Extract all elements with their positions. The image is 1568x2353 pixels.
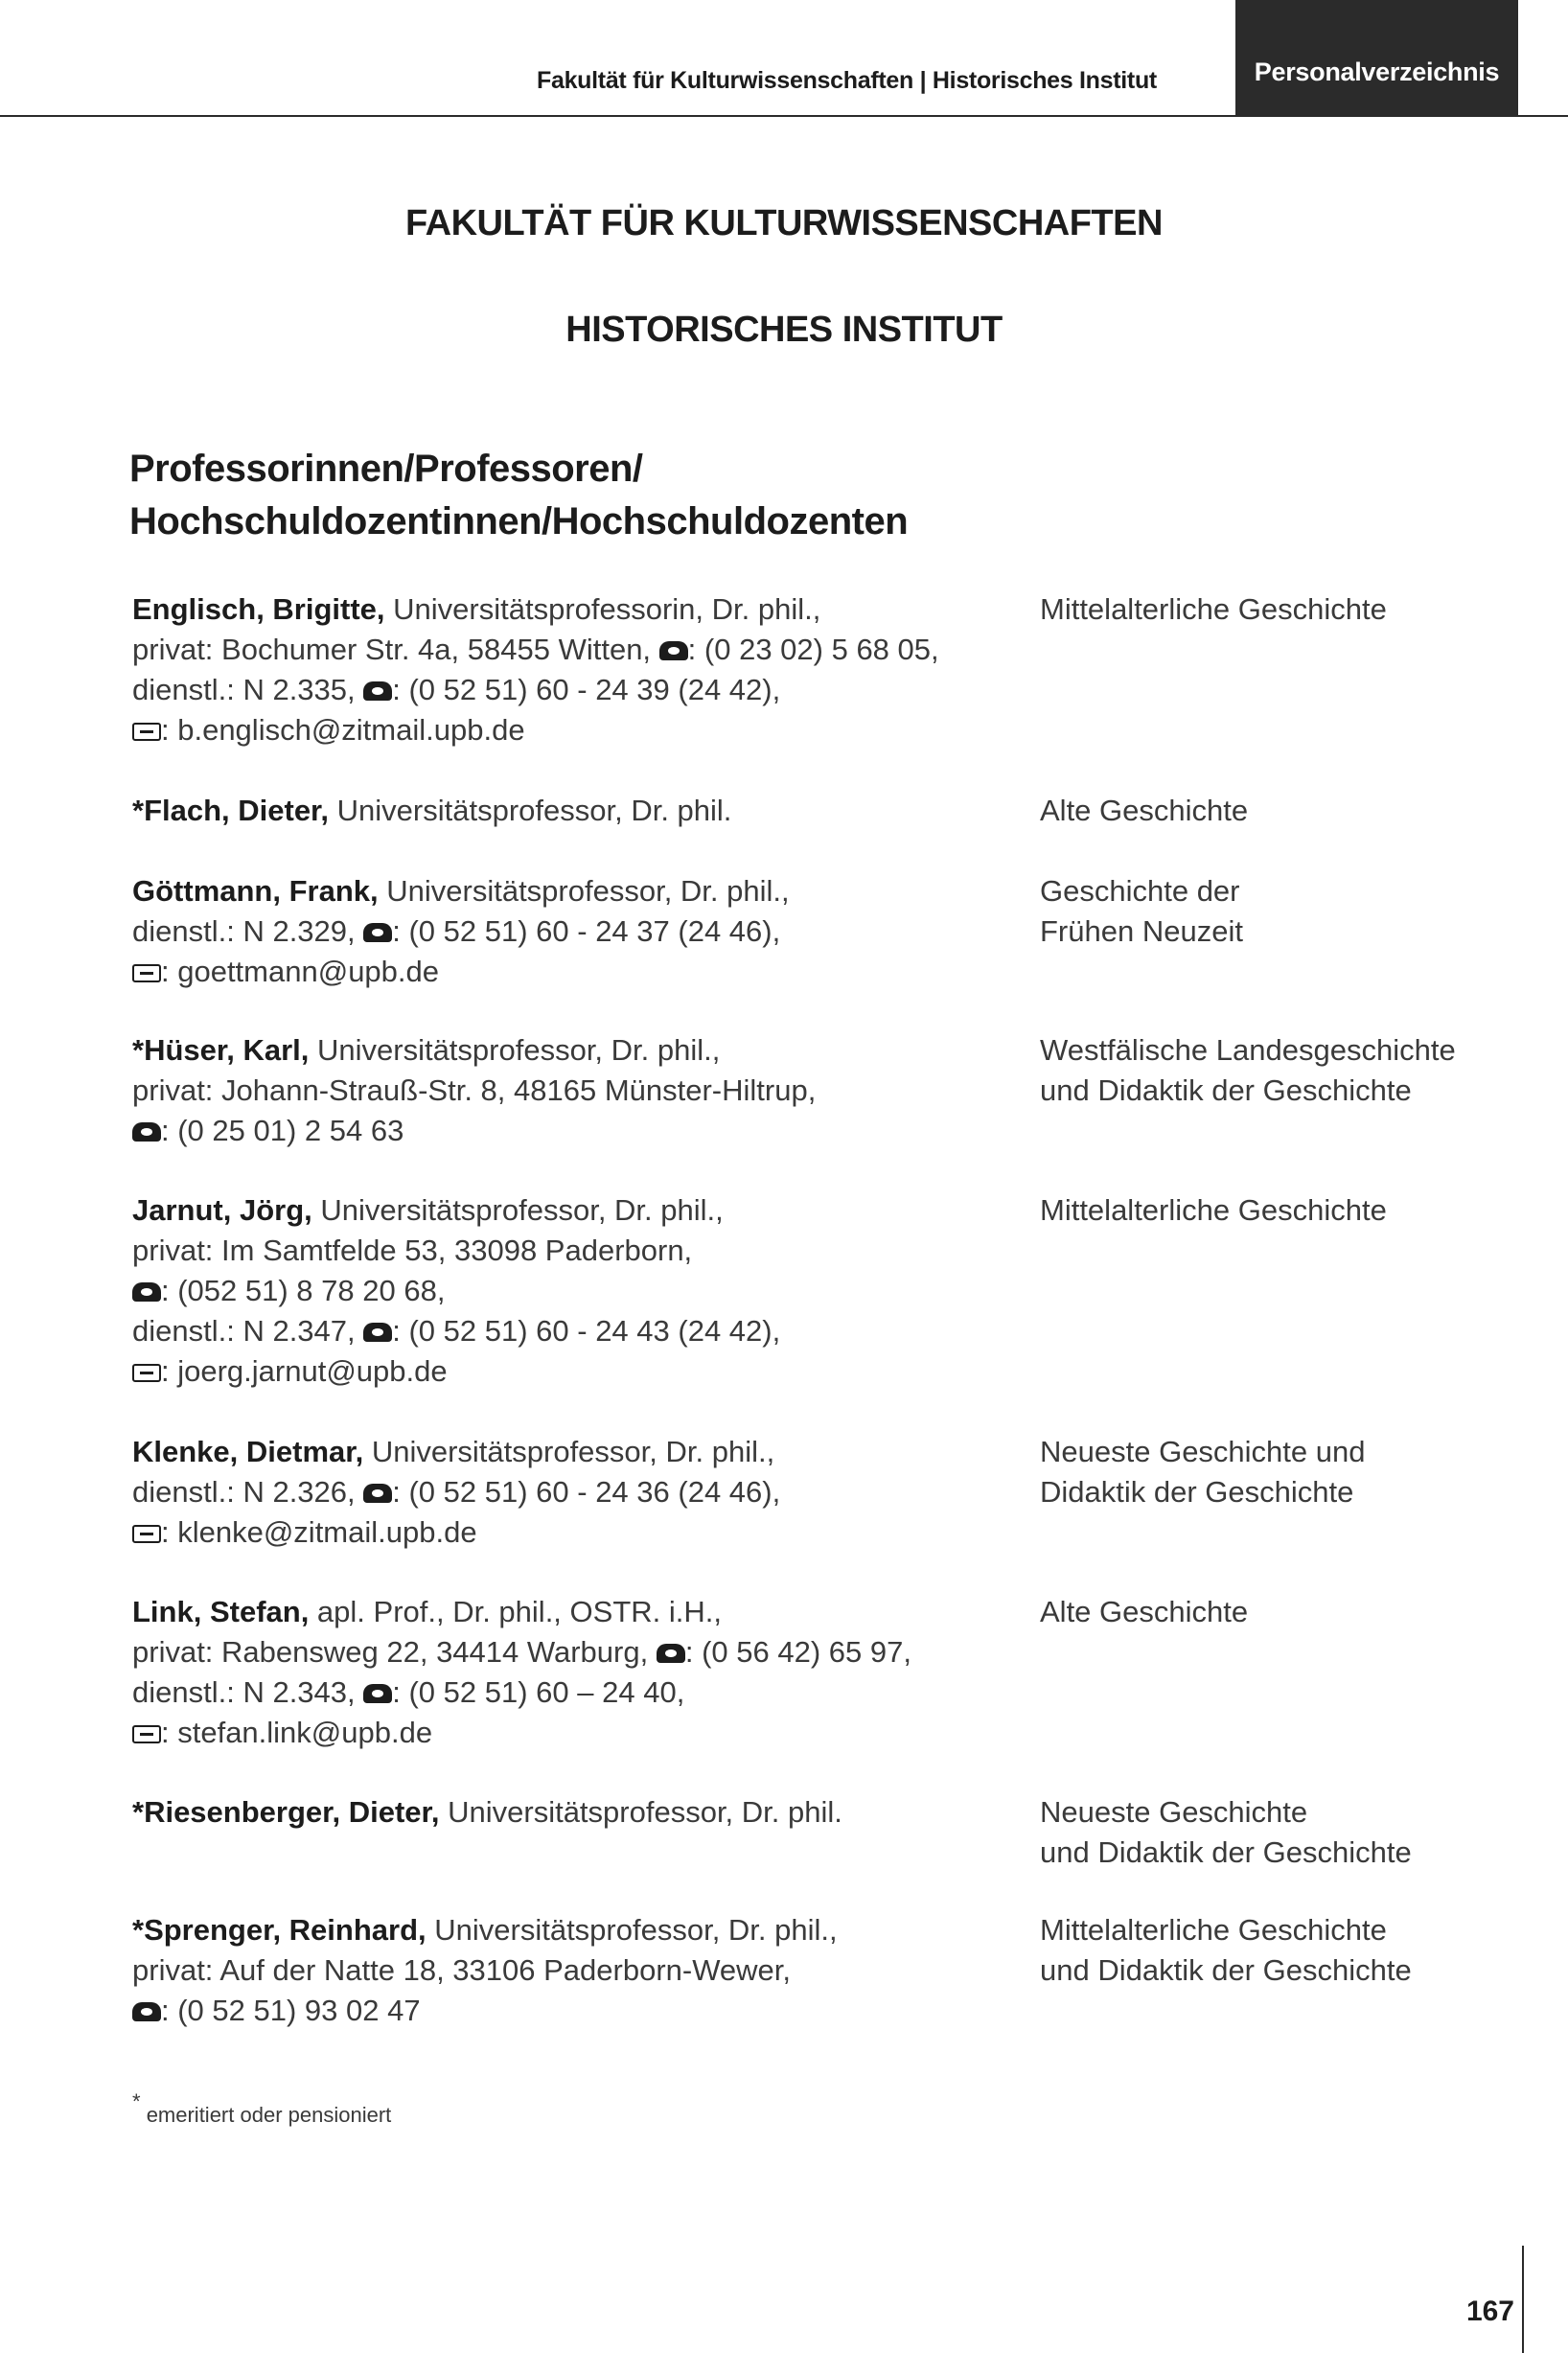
staff-entry xyxy=(132,1432,1014,1553)
staff-entry xyxy=(132,1910,1014,2031)
private-phone: : (0 56 42) 65 97, xyxy=(684,1635,911,1669)
staff-name: Englisch, Brigitte, xyxy=(132,592,385,626)
subject-line: Geschichte der xyxy=(1040,874,1240,908)
section-tab-label: Personalverzeichnis xyxy=(1254,58,1500,86)
staff-name: *Riesenberger, Dieter, xyxy=(132,1795,440,1829)
subject-line: Mittelalterliche Geschichte xyxy=(1040,1913,1387,1947)
subject-line: Neueste Geschichte und xyxy=(1040,1435,1366,1468)
telephone-icon xyxy=(132,1122,161,1142)
private-address: privat: Auf der Natte 18, 33106 Paderborn-Wewer, xyxy=(132,1953,791,1987)
page-number-rule xyxy=(1522,2246,1524,2353)
office-room: dienstl.: N 2.335, xyxy=(132,673,364,706)
staff-subject xyxy=(1040,1432,1538,1512)
email-icon xyxy=(132,1725,161,1743)
staff-name: Link, Stefan, xyxy=(132,1595,310,1628)
private-address: privat: Rabensweg 22, 34414 Warburg, xyxy=(132,1635,657,1669)
staff-entry xyxy=(132,589,1014,750)
subject-line: Neueste Geschichte xyxy=(1040,1795,1308,1829)
subject-line: Westfälische Landesgeschichte xyxy=(1040,1033,1456,1067)
office-room: dienstl.: N 2.329, xyxy=(132,914,364,948)
section-tab xyxy=(1235,0,1518,115)
staff-subject xyxy=(1040,1910,1538,1991)
institute-title: HISTORISCHES INSTITUT xyxy=(565,310,1003,350)
subject-line: Mittelalterliche Geschichte xyxy=(1040,592,1387,626)
header-breadcrumb: Fakultät für Kulturwissenschaften | Historisches Institut xyxy=(537,67,1157,94)
staff-subject xyxy=(1040,589,1538,630)
subject-line: und Didaktik der Geschichte xyxy=(1040,1835,1412,1869)
telephone-icon xyxy=(363,681,392,701)
private-address: privat: Im Samtfelde 53, 33098 Paderborn, xyxy=(132,1234,693,1267)
header-rule xyxy=(0,115,1568,117)
subject-line: Didaktik der Geschichte xyxy=(1040,1475,1354,1509)
staff-subject xyxy=(1040,1190,1538,1231)
staff-subject xyxy=(1040,1030,1538,1111)
private-phone: : (0 25 01) 2 54 63 xyxy=(161,1114,404,1147)
faculty-title: FAKULTÄT FÜR KULTURWISSENSCHAFTEN xyxy=(405,203,1163,243)
staff-title: Universitätsprofessor, Dr. phil. xyxy=(329,794,732,827)
private-address: privat: Johann-Strauß-Str. 8, 48165 Münster-Hiltrup, xyxy=(132,1073,817,1107)
subject-line: und Didaktik der Geschichte xyxy=(1040,1073,1412,1107)
private-address: privat: Bochumer Str. 4a, 58455 Witten, xyxy=(132,633,659,666)
staff-entry xyxy=(132,1592,1014,1753)
page-number: 167 xyxy=(1465,2295,1514,2327)
staff-name: Göttmann, Frank, xyxy=(132,874,379,908)
telephone-icon xyxy=(132,2002,161,2021)
office-phone: : (0 52 51) 60 - 24 37 (24 46), xyxy=(392,914,781,948)
office-room: dienstl.: N 2.326, xyxy=(132,1475,364,1509)
staff-title: Universitätsprofessor, Dr. phil., xyxy=(426,1913,838,1947)
private-phone: : (052 51) 8 78 20 68, xyxy=(161,1274,446,1307)
staff-entry xyxy=(132,791,1014,831)
email-address[interactable]: : b.englisch@zitmail.upb.de xyxy=(161,713,525,747)
subject-line: Frühen Neuzeit xyxy=(1040,914,1243,948)
staff-subject xyxy=(1040,871,1538,952)
staff-entry xyxy=(132,1792,1014,1833)
staff-name: *Sprenger, Reinhard, xyxy=(132,1913,427,1947)
email-icon xyxy=(132,1525,161,1543)
email-icon xyxy=(132,964,161,982)
staff-entry xyxy=(132,1190,1014,1392)
footnote-mark: * xyxy=(132,2089,141,2113)
staff-title: Universitätsprofessor, Dr. phil., xyxy=(363,1435,775,1468)
section-heading xyxy=(129,443,1184,548)
staff-name: *Hüser, Karl, xyxy=(132,1033,310,1067)
office-room: dienstl.: N 2.343, xyxy=(132,1675,364,1709)
subject-line: Alte Geschichte xyxy=(1040,794,1249,827)
email-icon xyxy=(132,723,161,741)
email-address[interactable]: : stefan.link@upb.de xyxy=(161,1716,433,1749)
staff-title: Universitätsprofessor, Dr. phil., xyxy=(378,874,790,908)
staff-subject xyxy=(1040,791,1538,831)
section-heading-line-2: Hochschuldozentinnen/Hochschuldozenten xyxy=(129,500,909,542)
office-phone: : (0 52 51) 60 - 24 39 (24 42), xyxy=(392,673,781,706)
email-address[interactable]: : klenke@zitmail.upb.de xyxy=(161,1515,477,1549)
staff-title: apl. Prof., Dr. phil., OSTR. i.H., xyxy=(309,1595,722,1628)
footnote xyxy=(132,2089,392,2128)
section-heading-line-1: Professorinnen/Professoren/ xyxy=(129,448,643,490)
telephone-icon xyxy=(363,1684,392,1703)
staff-title: Universitätsprofessor, Dr. phil., xyxy=(309,1033,721,1067)
office-phone: : (0 52 51) 60 - 24 36 (24 46), xyxy=(392,1475,781,1509)
staff-entry xyxy=(132,1030,1014,1151)
office-phone: : (0 52 51) 60 - 24 43 (24 42), xyxy=(392,1314,781,1348)
telephone-icon xyxy=(363,1323,392,1342)
email-address[interactable]: : joerg.jarnut@upb.de xyxy=(161,1354,448,1388)
private-phone: : (0 23 02) 5 68 05, xyxy=(687,633,939,666)
staff-name: Klenke, Dietmar, xyxy=(132,1435,364,1468)
staff-title: Universitätsprofessor, Dr. phil., xyxy=(311,1193,724,1227)
staff-title: Universitätsprofessorin, Dr. phil., xyxy=(384,592,821,626)
subject-line: Alte Geschichte xyxy=(1040,1595,1249,1628)
email-icon xyxy=(132,1364,161,1382)
subject-line: und Didaktik der Geschichte xyxy=(1040,1953,1412,1987)
staff-name: *Flach, Dieter, xyxy=(132,794,330,827)
footnote-text: emeritiert oder pensioniert xyxy=(146,2103,392,2127)
staff-subject xyxy=(1040,1792,1538,1873)
subject-line: Mittelalterliche Geschichte xyxy=(1040,1193,1387,1227)
staff-name: Jarnut, Jörg, xyxy=(132,1193,312,1227)
staff-entry xyxy=(132,871,1014,992)
staff-title: Universitätsprofessor, Dr. phil. xyxy=(439,1795,842,1829)
office-room: dienstl.: N 2.347, xyxy=(132,1314,364,1348)
office-phone: : (0 52 51) 60 – 24 40, xyxy=(392,1675,685,1709)
telephone-icon xyxy=(657,1644,685,1663)
staff-subject xyxy=(1040,1592,1538,1632)
email-address[interactable]: : goettmann@upb.de xyxy=(161,955,440,988)
telephone-icon xyxy=(132,1282,161,1302)
telephone-icon xyxy=(363,923,392,942)
private-phone: : (0 52 51) 93 02 47 xyxy=(161,1994,421,2027)
telephone-icon xyxy=(363,1484,392,1503)
telephone-icon xyxy=(659,641,688,660)
